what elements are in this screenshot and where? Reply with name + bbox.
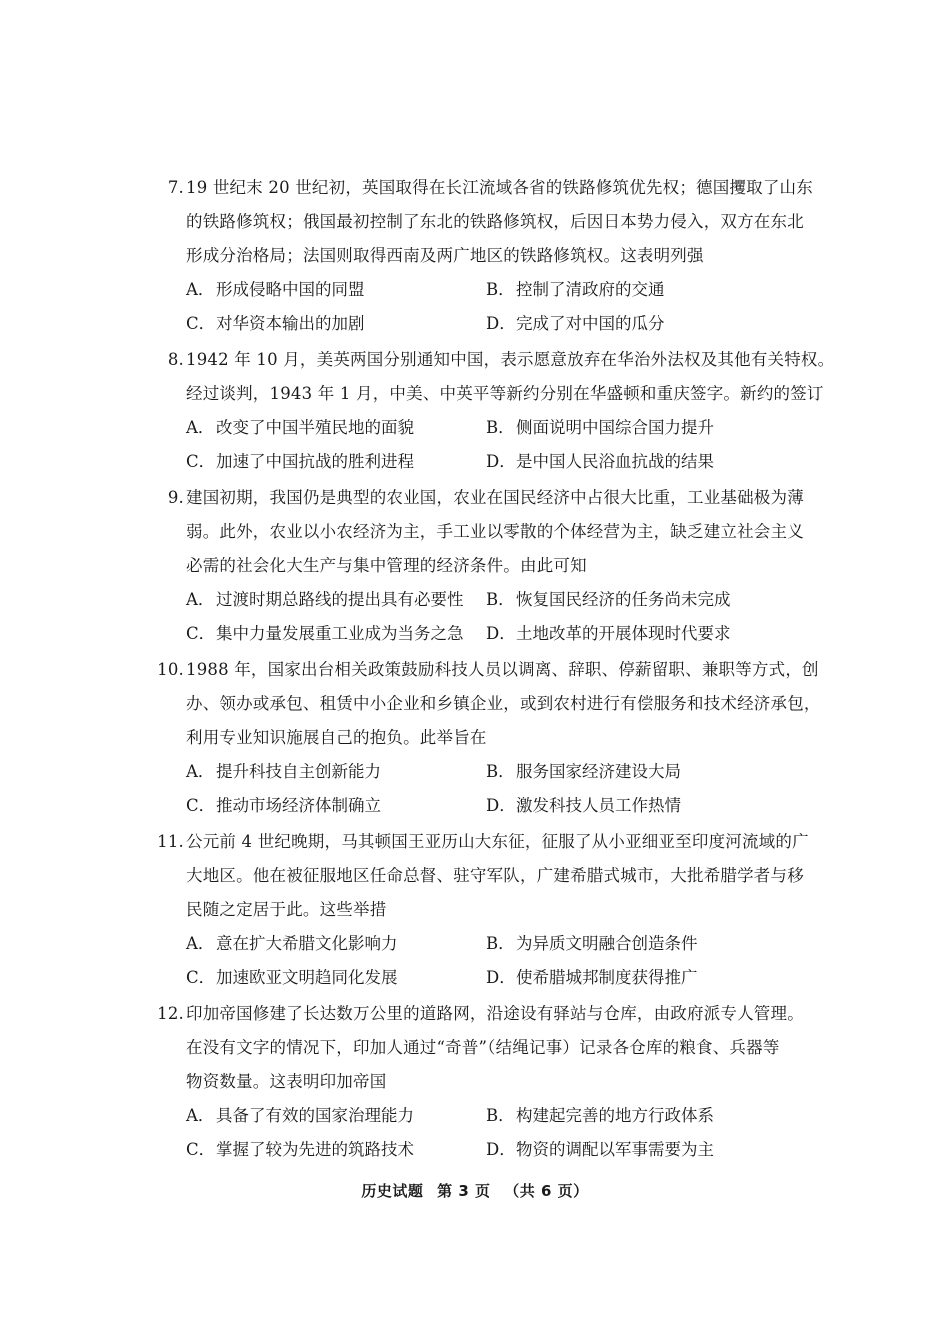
question-stem-line: 大地区。他在被征服地区任命总督、驻守军队，广建希腊式城市，大批希腊学者与移 [186,866,804,885]
question-stem-line: 弱。此外，农业以小农经济为主，手工业以零散的个体经营为主，缺乏建立社会主义 [186,522,804,541]
option-a: A．改变了中国半殖民地的面貌 [186,418,414,437]
option-d: D．使希腊城邦制度获得推广 [486,968,698,987]
question-stem-line: 公元前 4 世纪晚期，马其顿国王亚历山大东征，征服了从小亚细亚至印度河流域的广 [186,832,809,851]
option-d: D．物资的调配以军事需要为主 [486,1140,714,1159]
question-12 [150,997,810,1167]
page-footer [0,1180,950,1201]
question-number: 9. [167,488,184,507]
option-c: C．掌握了较为先进的筑路技术 [186,1140,414,1159]
question-10 [150,653,821,823]
question-number: 12. [157,1004,184,1023]
question-7 [150,171,813,341]
option-b: B．恢复国民经济的任务尚未完成 [486,590,731,609]
question-stem-line: 1988 年，国家出台相关政策鼓励科技人员以调离、辞职、停薪留职、兼职等方式，创 [186,660,819,679]
question-stem-line: 必需的社会化大生产与集中管理的经济条件。由此可知 [186,556,587,575]
question-number: 8. [167,350,184,369]
option-b: B．为异质文明融合创造条件 [486,934,698,953]
option-b: B．服务国家经济建设大局 [486,762,681,781]
option-c: C．推动市场经济体制确立 [186,796,381,815]
footer-subject: 历史试题 [361,1182,424,1200]
question-stem-line: 利用专业知识施展自己的抱负。此举旨在 [186,728,487,747]
option-c: C．对华资本输出的加剧 [186,314,365,333]
option-c: C．加速欧亚文明趋同化发展 [186,968,398,987]
option-d: D．完成了对中国的瓜分 [486,314,665,333]
question-stem-line: 19 世纪末 20 世纪初，英国取得在长江流域各省的铁路修筑优先权；德国攫取了山东 [186,178,813,197]
question-8 [150,343,835,479]
option-a: A．提升科技自主创新能力 [186,762,381,781]
question-number: 11. [157,832,184,851]
question-stem-line: 印加帝国修建了长达数万公里的道路网，沿途设有驿站与仓库，由政府派专人管理。 [186,1004,804,1023]
option-d: D．土地改革的开展体现时代要求 [486,624,731,643]
question-stem-line: 经过谈判，1943 年 1 月，中美、中英平等新约分别在华盛顿和重庆签字。新约的签订 [186,384,824,403]
question-stem-line: 物资数量。这表明印加帝国 [186,1072,387,1091]
question-9 [150,481,810,651]
question-number: 10. [157,660,184,679]
option-a: A．意在扩大希腊文化影响力 [186,934,398,953]
option-a: A．具备了有效的国家治理能力 [186,1106,414,1125]
option-d: D．是中国人民浴血抗战的结果 [486,452,714,471]
option-a: A．过渡时期总路线的提出具有必要性 [186,590,464,609]
question-stem-line: 在没有文字的情况下，印加人通过“奇普”（结绳记事）记录各仓库的粮食、兵器等 [186,1038,780,1057]
footer-total-pages: （共 6 页） [504,1182,589,1200]
option-b: B．控制了清政府的交通 [486,280,665,299]
question-11 [150,825,810,995]
option-c: C．集中力量发展重工业成为当务之急 [186,624,464,643]
option-d: D．激发科技人员工作热情 [486,796,681,815]
question-stem-line: 办、领办或承包、租赁中小企业和乡镇企业，或到农村进行有偿服务和技术经济承包， [186,694,821,713]
question-stem-line: 1942 年 10 月，美英两国分别通知中国，表示愿意放弃在华治外法权及其他有关特权。 [186,350,835,369]
footer-page-number: 第 3 页 [437,1182,491,1200]
option-b: B．侧面说明中国综合国力提升 [486,418,714,437]
question-stem-line: 建国初期，我国仍是典型的农业国，农业在国民经济中占很大比重，工业基础极为薄 [186,488,804,507]
option-c: C．加速了中国抗战的胜利进程 [186,452,414,471]
question-stem-line: 的铁路修筑权；俄国最初控制了东北的铁路修筑权，后因日本势力侵入，双方在东北 [186,212,804,231]
option-a: A．形成侵略中国的同盟 [186,280,365,299]
option-b: B．构建起完善的地方行政体系 [486,1106,714,1125]
question-number: 7. [167,178,184,197]
question-stem-line: 民随之定居于此。这些举措 [186,900,387,919]
question-stem-line: 形成分治格局；法国则取得西南及两广地区的铁路修筑权。这表明列强 [186,246,704,265]
